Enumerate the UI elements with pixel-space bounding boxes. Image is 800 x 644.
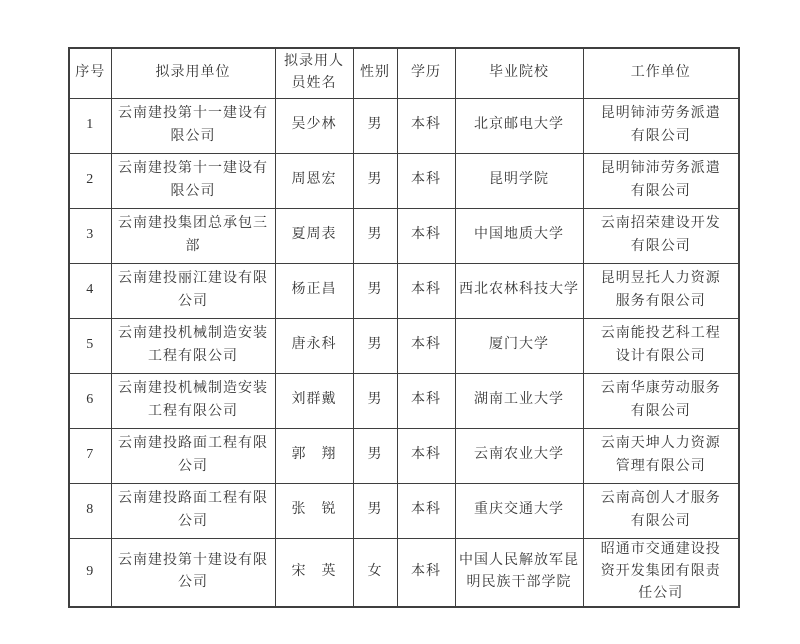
table-cell: 本科 [397, 263, 455, 318]
table-cell: 唐永科 [275, 318, 353, 373]
table-cell: 云南能投艺科工程设计有限公司 [583, 318, 739, 373]
table-cell: 本科 [397, 153, 455, 208]
table-cell: 云南农业大学 [455, 428, 583, 483]
table-cell: 男 [353, 153, 397, 208]
table-cell: 男 [353, 373, 397, 428]
table-cell: 云南建投丽江建设有限公司 [111, 263, 275, 318]
table-row [69, 483, 739, 538]
table-cell: 男 [353, 263, 397, 318]
table-cell: 男 [353, 318, 397, 373]
column-header: 毕业院校 [455, 48, 583, 98]
table-row [69, 538, 739, 607]
table-cell: 本科 [397, 318, 455, 373]
table-cell: 女 [353, 538, 397, 607]
table-cell: 男 [353, 428, 397, 483]
table-cell: 昆明铈沛劳务派遣有限公司 [583, 98, 739, 153]
table-cell: 本科 [397, 483, 455, 538]
table-cell: 1 [69, 98, 111, 153]
table-cell: 云南建投第十一建设有限公司 [111, 98, 275, 153]
table-cell: 西北农林科技大学 [455, 263, 583, 318]
table-row [69, 208, 739, 263]
table-cell: 夏周表 [275, 208, 353, 263]
table-cell: 男 [353, 483, 397, 538]
table-row [69, 318, 739, 373]
table-cell: 云南建投第十一建设有限公司 [111, 153, 275, 208]
table-cell: 张 锐 [275, 483, 353, 538]
table-cell: 北京邮电大学 [455, 98, 583, 153]
column-header: 拟录用人员姓名 [275, 48, 353, 98]
table-cell: 云南招荣建设开发有限公司 [583, 208, 739, 263]
table-cell: 云南建投机械制造安装工程有限公司 [111, 318, 275, 373]
column-header: 学历 [397, 48, 455, 98]
table-cell: 吴少林 [275, 98, 353, 153]
table-cell: 昆明铈沛劳务派遣有限公司 [583, 153, 739, 208]
table-cell: 郭 翔 [275, 428, 353, 483]
table-cell: 本科 [397, 428, 455, 483]
column-header: 性别 [353, 48, 397, 98]
table-cell: 6 [69, 373, 111, 428]
table-cell: 本科 [397, 373, 455, 428]
table-cell: 湖南工业大学 [455, 373, 583, 428]
table-cell: 2 [69, 153, 111, 208]
table-cell: 昭通市交通建设投资开发集团有限责任公司 [583, 538, 739, 607]
table-row [69, 373, 739, 428]
column-header: 序号 [69, 48, 111, 98]
table-cell: 周恩宏 [275, 153, 353, 208]
table-cell: 云南天坤人力资源管理有限公司 [583, 428, 739, 483]
table-cell: 中国地质大学 [455, 208, 583, 263]
table-cell: 云南华康劳动服务有限公司 [583, 373, 739, 428]
table-cell: 杨正昌 [275, 263, 353, 318]
table-cell: 9 [69, 538, 111, 607]
table-cell: 4 [69, 263, 111, 318]
table-cell: 厦门大学 [455, 318, 583, 373]
table-cell: 云南高创人才服务有限公司 [583, 483, 739, 538]
table-body [69, 98, 739, 607]
table-cell: 8 [69, 483, 111, 538]
column-header: 拟录用单位 [111, 48, 275, 98]
table-cell: 云南建投第十建设有限公司 [111, 538, 275, 607]
table-cell: 7 [69, 428, 111, 483]
table-cell: 云南建投机械制造安装工程有限公司 [111, 373, 275, 428]
table-row [69, 428, 739, 483]
table-cell: 本科 [397, 538, 455, 607]
table-cell: 5 [69, 318, 111, 373]
table-cell: 3 [69, 208, 111, 263]
table-row [69, 153, 739, 208]
column-header: 工作单位 [583, 48, 739, 98]
table-cell: 云南建投集团总承包三部 [111, 208, 275, 263]
table-cell: 云南建投路面工程有限公司 [111, 483, 275, 538]
recruitment-table [68, 47, 740, 608]
table-cell: 男 [353, 208, 397, 263]
table-cell: 昆明学院 [455, 153, 583, 208]
table-cell: 刘群戴 [275, 373, 353, 428]
table-cell: 本科 [397, 208, 455, 263]
table-row [69, 98, 739, 153]
table-cell: 昆明昱托人力资源服务有限公司 [583, 263, 739, 318]
table-cell: 中国人民解放军昆明民族干部学院 [455, 538, 583, 607]
table-cell: 重庆交通大学 [455, 483, 583, 538]
table-cell: 云南建投路面工程有限公司 [111, 428, 275, 483]
table-cell: 宋 英 [275, 538, 353, 607]
header-row [69, 48, 739, 98]
table-cell: 本科 [397, 98, 455, 153]
table-cell: 男 [353, 98, 397, 153]
table-row [69, 263, 739, 318]
